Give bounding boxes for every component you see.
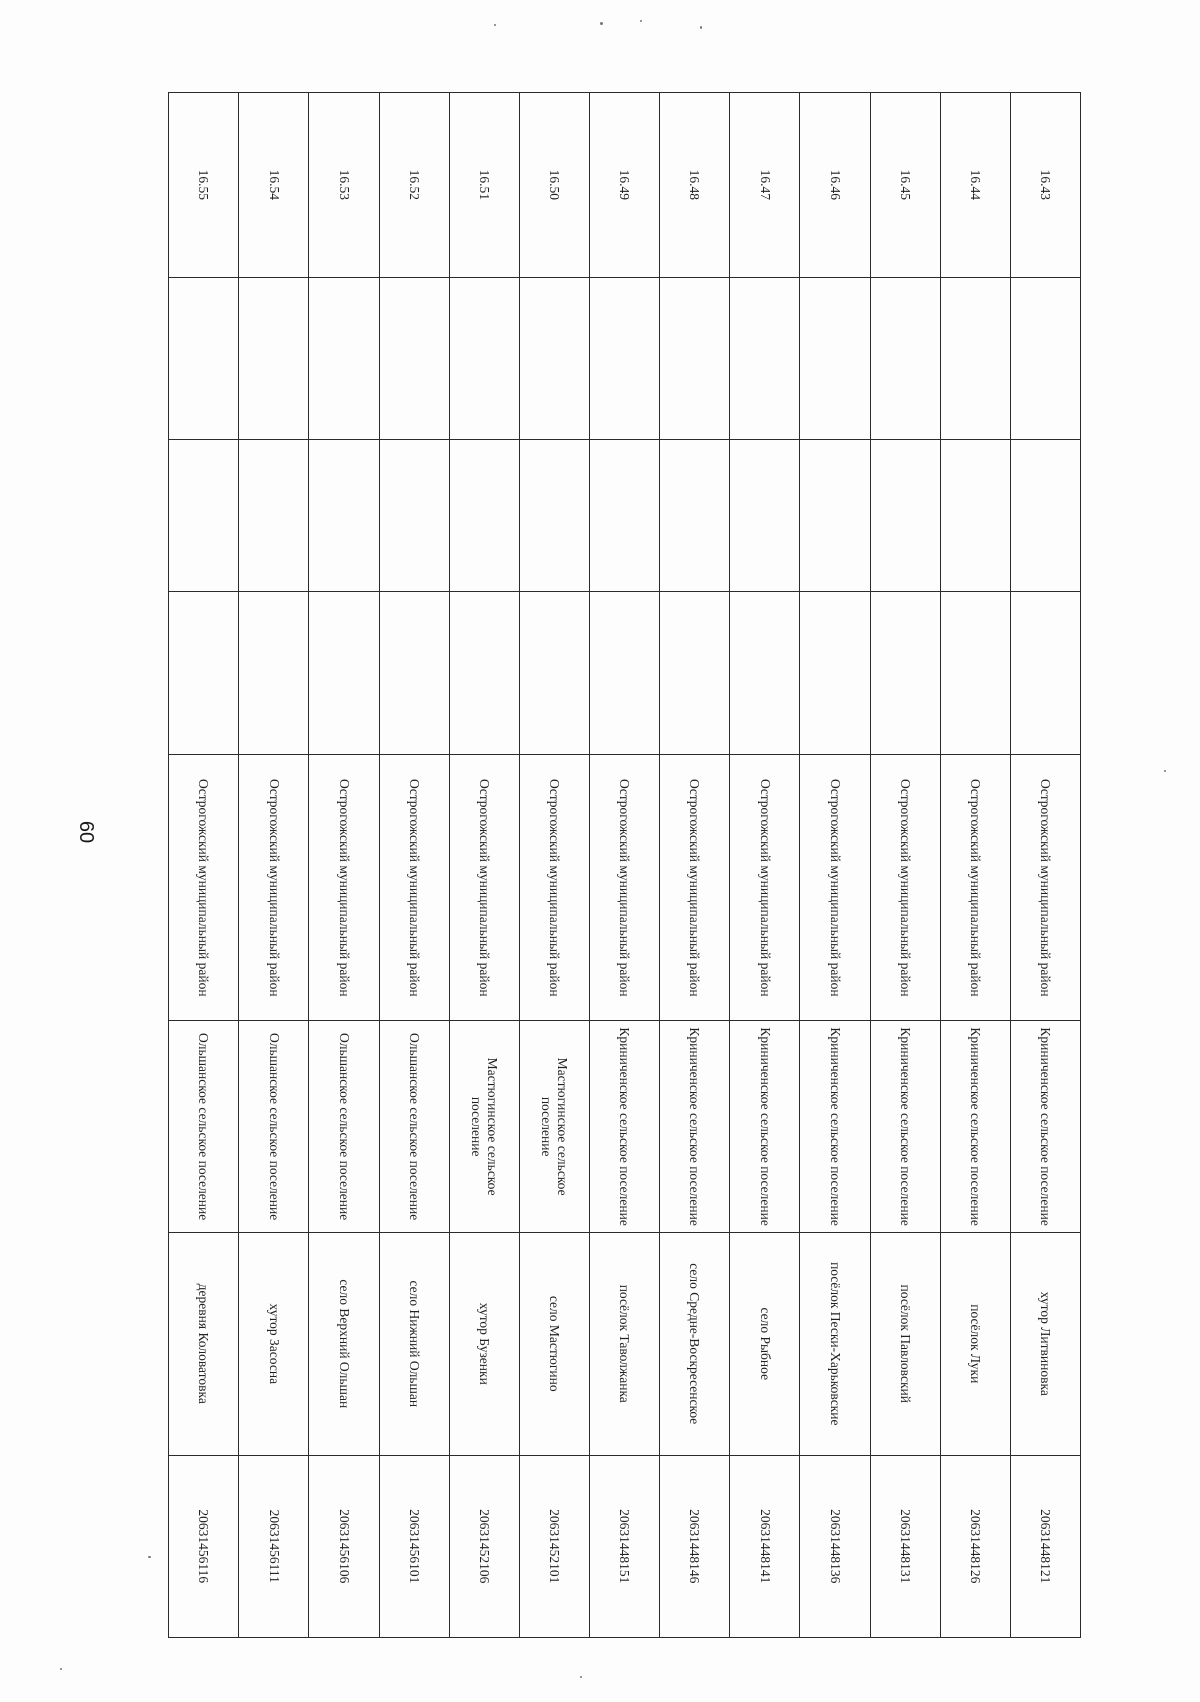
table-row xyxy=(1010,93,1080,1638)
cell-settlement: Криниченское сельское поселение xyxy=(590,1021,660,1233)
cell-code: 20631448136 xyxy=(800,1455,870,1637)
cell-number: 16.46 xyxy=(800,93,870,278)
cell-district: Острогожский муниципальный район xyxy=(870,755,940,1021)
cell-settlement: Криниченское сельское поселение xyxy=(870,1021,940,1233)
cell-empty xyxy=(519,440,589,592)
table-row xyxy=(169,93,239,1638)
cell-settlement: Криниченское сельское поселение xyxy=(730,1021,800,1233)
cell-district: Острогожский муниципальный район xyxy=(449,755,519,1021)
table-container xyxy=(168,92,1081,1638)
cell-empty xyxy=(379,592,449,755)
cell-district: Острогожский муниципальный район xyxy=(239,755,309,1021)
cell-empty xyxy=(800,592,870,755)
table-row xyxy=(239,93,309,1638)
cell-locality: посёлок Луки xyxy=(940,1232,1010,1455)
cell-empty xyxy=(940,592,1010,755)
scan-speck xyxy=(580,1676,582,1678)
cell-empty xyxy=(309,440,379,592)
cell-district: Острогожский муниципальный район xyxy=(1010,755,1080,1021)
cell-number: 16.50 xyxy=(519,93,589,278)
cell-number: 16.43 xyxy=(1010,93,1080,278)
cell-empty xyxy=(940,440,1010,592)
cell-district: Острогожский муниципальный район xyxy=(169,755,239,1021)
scan-speck xyxy=(148,1556,151,1558)
cell-settlement: Мастюгинское сельское поселение xyxy=(519,1021,589,1233)
settlements-table xyxy=(168,92,1081,1638)
cell-empty xyxy=(449,440,519,592)
cell-number: 16.49 xyxy=(590,93,660,278)
cell-empty xyxy=(940,277,1010,440)
cell-locality: село Средне-Воскресенское xyxy=(660,1232,730,1455)
cell-district: Острогожский муниципальный район xyxy=(590,755,660,1021)
table-row xyxy=(940,93,1010,1638)
cell-empty xyxy=(660,440,730,592)
cell-locality: деревня Коловатовка xyxy=(169,1232,239,1455)
cell-empty xyxy=(449,277,519,440)
cell-settlement: Криниченское сельское поселение xyxy=(1010,1021,1080,1233)
cell-settlement: Криниченское сельское поселение xyxy=(660,1021,730,1233)
table-row xyxy=(730,93,800,1638)
cell-number: 16.44 xyxy=(940,93,1010,278)
cell-locality: посёлок Таволжанка xyxy=(590,1232,660,1455)
cell-code: 20631456111 xyxy=(239,1455,309,1637)
cell-empty xyxy=(660,592,730,755)
table-row xyxy=(449,93,519,1638)
cell-locality: посёлок Пески-Харьковские xyxy=(800,1232,870,1455)
cell-empty xyxy=(519,277,589,440)
cell-district: Острогожский муниципальный район xyxy=(379,755,449,1021)
cell-code: 20631448126 xyxy=(940,1455,1010,1637)
cell-empty xyxy=(870,592,940,755)
cell-empty xyxy=(870,440,940,592)
cell-locality: село Мастюгино xyxy=(519,1232,589,1455)
cell-settlement: Ольшанское сельское поселение xyxy=(169,1021,239,1233)
cell-district: Острогожский муниципальный район xyxy=(309,755,379,1021)
cell-empty xyxy=(239,440,309,592)
cell-empty xyxy=(1010,277,1080,440)
cell-empty xyxy=(590,440,660,592)
cell-empty xyxy=(800,277,870,440)
cell-settlement: Криниченское сельское поселение xyxy=(940,1021,1010,1233)
cell-code: 20631452101 xyxy=(519,1455,589,1637)
cell-code: 20631448131 xyxy=(870,1455,940,1637)
cell-locality: хутор Бузенки xyxy=(449,1232,519,1455)
cell-number: 16.45 xyxy=(870,93,940,278)
cell-locality: село Нижний Ольшан xyxy=(379,1232,449,1455)
cell-settlement: Мастюгинское сельское поселение xyxy=(449,1021,519,1233)
cell-empty xyxy=(519,592,589,755)
cell-number: 16.51 xyxy=(449,93,519,278)
cell-empty xyxy=(730,592,800,755)
cell-code: 20631456116 xyxy=(169,1455,239,1637)
cell-number: 16.52 xyxy=(379,93,449,278)
cell-number: 16.53 xyxy=(309,93,379,278)
table-row xyxy=(800,93,870,1638)
cell-settlement: Ольшанское сельское поселение xyxy=(239,1021,309,1233)
scan-speck xyxy=(494,24,496,26)
table-body xyxy=(169,93,1081,1638)
cell-empty xyxy=(169,592,239,755)
cell-code: 20631456106 xyxy=(309,1455,379,1637)
cell-settlement: Ольшанское сельское поселение xyxy=(379,1021,449,1233)
cell-code: 20631448141 xyxy=(730,1455,800,1637)
table-row xyxy=(309,93,379,1638)
cell-code: 20631456101 xyxy=(379,1455,449,1637)
cell-empty xyxy=(730,277,800,440)
cell-code: 20631448121 xyxy=(1010,1455,1080,1637)
cell-empty xyxy=(590,592,660,755)
cell-locality: село Верхний Ольшан xyxy=(309,1232,379,1455)
cell-locality: хутор Литвиновка xyxy=(1010,1232,1080,1455)
cell-locality: посёлок Павловский xyxy=(870,1232,940,1455)
cell-locality: село Рыбное xyxy=(730,1232,800,1455)
cell-number: 16.54 xyxy=(239,93,309,278)
cell-empty xyxy=(239,277,309,440)
scan-speck xyxy=(640,20,642,22)
scan-speck xyxy=(60,1668,62,1670)
scan-speck xyxy=(1164,770,1166,772)
table-row xyxy=(870,93,940,1638)
cell-number: 16.47 xyxy=(730,93,800,278)
table-row xyxy=(519,93,589,1638)
cell-empty xyxy=(309,277,379,440)
cell-empty xyxy=(590,277,660,440)
scan-speck xyxy=(700,26,702,29)
cell-empty xyxy=(379,277,449,440)
cell-empty xyxy=(449,592,519,755)
cell-empty xyxy=(870,277,940,440)
table-row xyxy=(660,93,730,1638)
cell-district: Острогожский муниципальный район xyxy=(800,755,870,1021)
cell-empty xyxy=(800,440,870,592)
cell-empty xyxy=(379,440,449,592)
cell-number: 16.48 xyxy=(660,93,730,278)
cell-district: Острогожский муниципальный район xyxy=(730,755,800,1021)
scan-speck xyxy=(600,22,603,25)
cell-number: 16.55 xyxy=(169,93,239,278)
table-row xyxy=(379,93,449,1638)
cell-empty xyxy=(1010,592,1080,755)
cell-district: Острогожский муниципальный район xyxy=(660,755,730,1021)
table-rotator xyxy=(168,92,1081,1638)
cell-code: 20631448151 xyxy=(590,1455,660,1637)
cell-settlement: Криниченское сельское поселение xyxy=(800,1021,870,1233)
cell-empty xyxy=(169,277,239,440)
cell-district: Острогожский муниципальный район xyxy=(519,755,589,1021)
cell-district: Острогожский муниципальный район xyxy=(940,755,1010,1021)
cell-empty xyxy=(730,440,800,592)
cell-empty xyxy=(169,440,239,592)
cell-empty xyxy=(309,592,379,755)
cell-empty xyxy=(1010,440,1080,592)
table-row xyxy=(590,93,660,1638)
cell-empty xyxy=(660,277,730,440)
cell-empty xyxy=(239,592,309,755)
cell-code: 20631452106 xyxy=(449,1455,519,1637)
page-number: 60 xyxy=(75,820,98,844)
cell-code: 20631448146 xyxy=(660,1455,730,1637)
cell-settlement: Ольшанское сельское поселение xyxy=(309,1021,379,1233)
cell-locality: хутор Засосна xyxy=(239,1232,309,1455)
